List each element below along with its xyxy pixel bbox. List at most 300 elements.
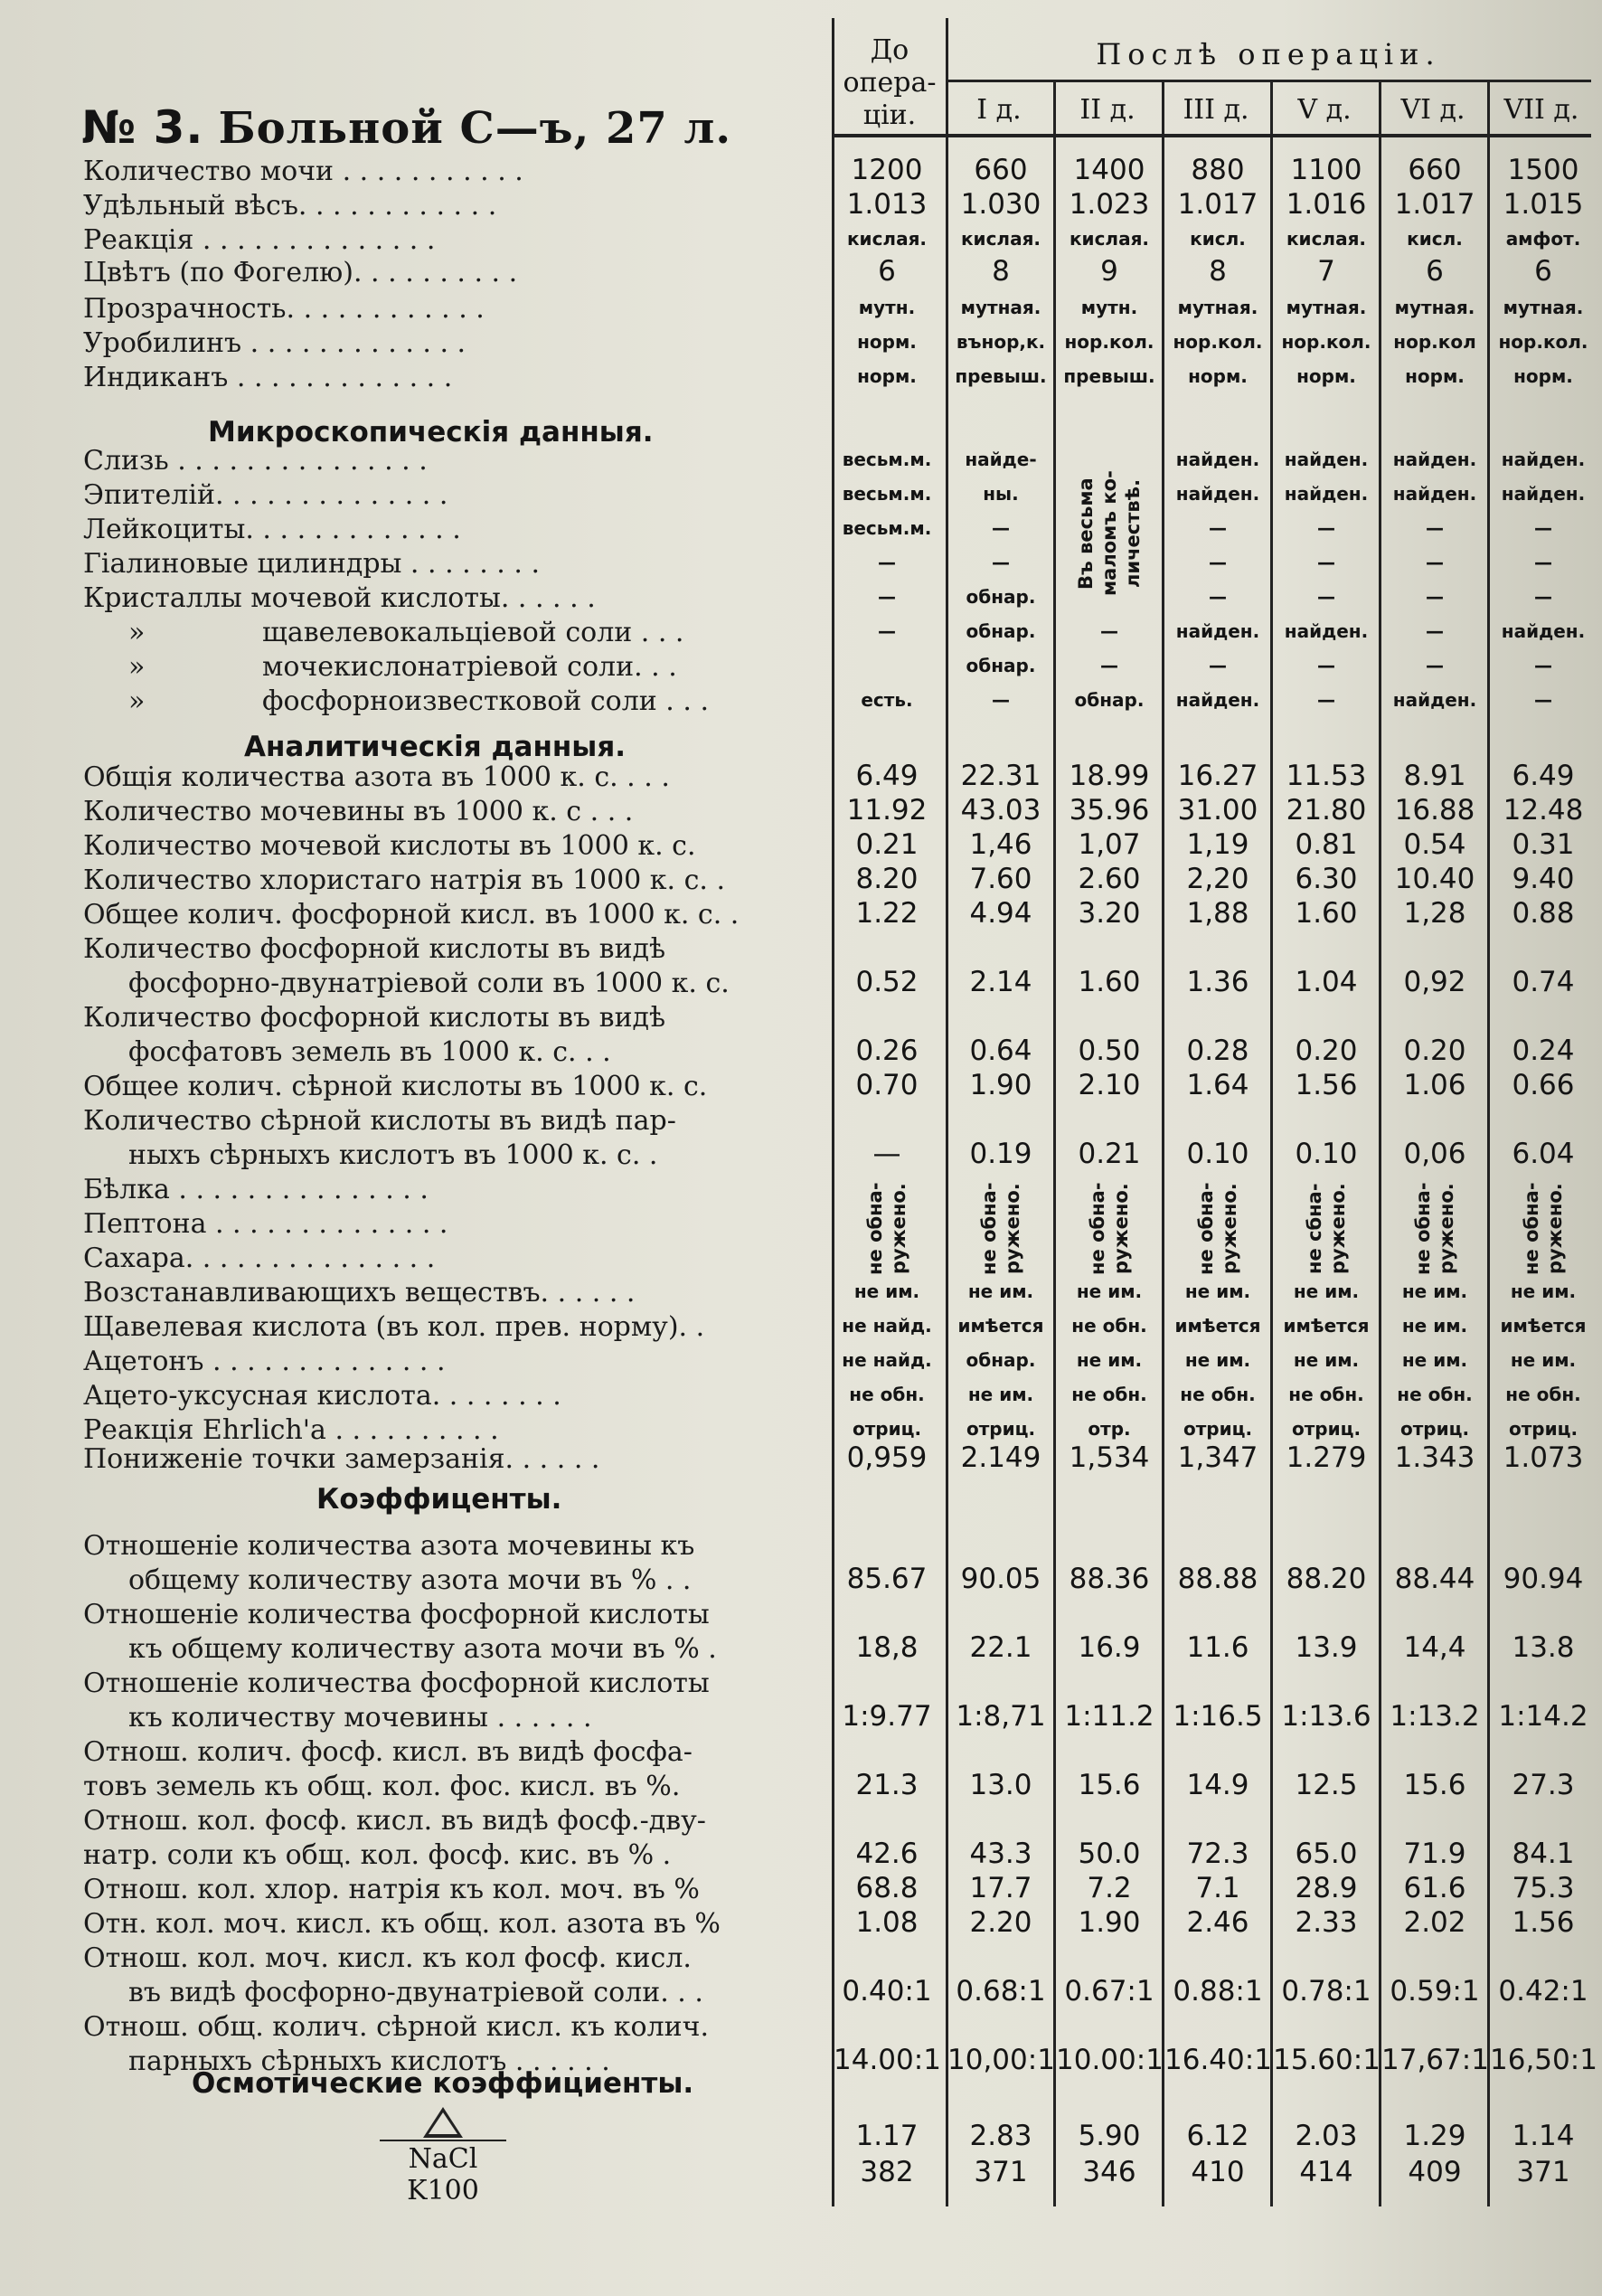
k100-label: K100 bbox=[407, 2175, 479, 2206]
row-label: общему количеству азота мочи въ % . . bbox=[128, 1564, 692, 1596]
table-cell: нор.кол. bbox=[1064, 331, 1154, 353]
table-cell: не обн. bbox=[1071, 1315, 1147, 1337]
table-cell: 6.49 bbox=[855, 760, 919, 792]
table-cell: найде- bbox=[965, 449, 1037, 470]
table-cell: 16.88 bbox=[1394, 794, 1475, 827]
table-cell: 88.88 bbox=[1177, 1563, 1258, 1595]
table-cell: 1.015 bbox=[1503, 188, 1584, 221]
row-label: Отнош. колич. фосф. кисл. въ видѣ фосфа- bbox=[83, 1736, 693, 1768]
table-cell: 1,88 bbox=[1186, 897, 1249, 930]
table-cell: 7.60 bbox=[969, 863, 1032, 895]
table-cell: — bbox=[878, 586, 896, 608]
row-label: Бѣлка . . . . . . . . . . . . . . . bbox=[83, 1174, 429, 1205]
table-cell: мутн. bbox=[1080, 297, 1138, 318]
table-cell: найден. bbox=[1175, 449, 1260, 470]
table-cell: не обн. bbox=[1397, 1384, 1473, 1405]
row-sublabel: щавелевокальціевой соли . . . bbox=[262, 617, 684, 648]
table-cell: не обн. bbox=[1071, 1384, 1147, 1405]
header-day: V д. bbox=[1297, 94, 1352, 126]
table-cell: 8 bbox=[992, 255, 1010, 288]
row-label: Сахара. . . . . . . . . . . . . . . bbox=[83, 1242, 436, 1274]
table-cell: 1.14 bbox=[1512, 2120, 1575, 2152]
table-cell: кислая. bbox=[960, 228, 1041, 250]
table-cell: мутная. bbox=[960, 297, 1041, 318]
table-cell: 1:14.2 bbox=[1498, 1700, 1588, 1733]
table-cell: имѣется bbox=[1283, 1315, 1370, 1337]
table-cell: есть. bbox=[861, 689, 913, 711]
table-cell: 8.20 bbox=[855, 863, 919, 895]
row-label: Общія количества азота въ 1000 к. с. . . . bbox=[83, 761, 670, 793]
table-cell: 660 bbox=[1408, 154, 1462, 186]
table-cell: 2.10 bbox=[1078, 1069, 1141, 1101]
table-cell: — bbox=[1426, 552, 1444, 573]
table-cell: 7.2 bbox=[1087, 1872, 1132, 1904]
table-cell: 43.3 bbox=[969, 1838, 1032, 1870]
delta-triangle bbox=[423, 2107, 463, 2138]
row-sublabel: мочекислонатріевой соли. . . bbox=[262, 651, 677, 683]
table-cell: 880 bbox=[1191, 154, 1245, 186]
header-before-line: До bbox=[870, 34, 909, 66]
table-cell: найден. bbox=[1501, 483, 1586, 505]
header-before-line: опера- bbox=[843, 67, 937, 99]
table-cell: 88.36 bbox=[1069, 1563, 1150, 1595]
table-cell: 0.26 bbox=[855, 1035, 919, 1067]
nacl-label: NaCl bbox=[380, 2140, 506, 2175]
table-cell: не им. bbox=[1401, 1349, 1468, 1371]
table-cell: — bbox=[1317, 517, 1335, 539]
table-cell: 72.3 bbox=[1186, 1838, 1249, 1870]
table-cell: 35.96 bbox=[1069, 794, 1150, 827]
table-cell: найден. bbox=[1501, 449, 1586, 470]
table-cell: 9 bbox=[1100, 255, 1118, 288]
vertical-note-text: не обна- ружено. bbox=[1412, 1182, 1457, 1276]
table-cell: 6.12 bbox=[1186, 2120, 1249, 2152]
table-cell: 8.91 bbox=[1403, 760, 1466, 792]
table-cell: — bbox=[1317, 586, 1335, 608]
table-cell: — bbox=[872, 1138, 901, 1170]
row-label: Ацето-уксусная кислота. . . . . . . . bbox=[83, 1380, 561, 1412]
table-cell: 0.31 bbox=[1512, 828, 1575, 861]
table-cell: обнар. bbox=[966, 620, 1036, 642]
row-label: Слизь . . . . . . . . . . . . . . . bbox=[83, 445, 428, 477]
row-label: Количество фосфорной кислоты въ видѣ bbox=[83, 1002, 666, 1034]
table-cell: 6.04 bbox=[1512, 1138, 1575, 1170]
row-label: къ общему количеству азота мочи въ % . bbox=[128, 1633, 717, 1665]
table-cell: — bbox=[992, 552, 1010, 573]
table-cell: найден. bbox=[1175, 689, 1260, 711]
table-cell: 1.60 bbox=[1078, 966, 1141, 998]
table-cell: 68.8 bbox=[855, 1872, 919, 1904]
table-cell: 6 bbox=[1534, 255, 1552, 288]
row-label: Гіалиновые цилиндры . . . . . . . . bbox=[83, 548, 540, 580]
vertical-note-text: Въ весьма маломъ ко- личествѣ. bbox=[1075, 470, 1144, 597]
table-cell: найден. bbox=[1392, 449, 1477, 470]
row-label: Количество мочевой кислоты въ 1000 к. с. bbox=[83, 830, 696, 862]
row-label: фосфатовъ земель въ 1000 к. с. . . bbox=[128, 1036, 611, 1068]
table-cell: 21.3 bbox=[855, 1769, 919, 1801]
table-cell: — bbox=[1100, 620, 1118, 642]
table-cell: 382 bbox=[860, 2156, 914, 2188]
section-osmotic: Осмотические коэффициенты. bbox=[192, 2067, 694, 2100]
table-cell: — bbox=[1209, 655, 1227, 676]
table-cell: найден. bbox=[1284, 449, 1369, 470]
table-cell: отр. bbox=[1088, 1418, 1131, 1440]
table-cell: 1.06 bbox=[1403, 1069, 1466, 1101]
table-cell: обнар. bbox=[966, 655, 1036, 676]
row-label: Щавелевая кислота (въ кол. прев. норму). . bbox=[83, 1311, 705, 1343]
row-label: » bbox=[128, 685, 146, 717]
table-cell: 11.92 bbox=[846, 794, 928, 827]
vertical-note bbox=[947, 1172, 1054, 1286]
table-cell: 1.017 bbox=[1394, 188, 1475, 221]
table-cell: 1200 bbox=[851, 154, 923, 186]
table-cell: 0.21 bbox=[855, 828, 919, 861]
vertical-note bbox=[1056, 457, 1163, 610]
table-cell: кислая. bbox=[846, 228, 928, 250]
table-cell: 0,06 bbox=[1403, 1138, 1466, 1170]
table-cell: 1,19 bbox=[1186, 828, 1249, 861]
table-cell: 371 bbox=[1516, 2156, 1570, 2188]
table-cell: вънор,к. bbox=[956, 331, 1046, 353]
table-cell: не обн. bbox=[849, 1384, 925, 1405]
table-cell: — bbox=[1534, 655, 1552, 676]
table-cell: 1.56 bbox=[1512, 1906, 1575, 1939]
vertical-note bbox=[1381, 1172, 1488, 1286]
table-cell: не им. bbox=[1293, 1349, 1360, 1371]
table-cell: не им. bbox=[1293, 1280, 1360, 1302]
table-cell: 22.1 bbox=[969, 1631, 1032, 1664]
table-cell: 42.6 bbox=[855, 1838, 919, 1870]
table-cell: 1100 bbox=[1290, 154, 1362, 186]
table-cell: 0.52 bbox=[855, 966, 919, 998]
row-label: Пониженіе точки замерзанія. . . . . . bbox=[83, 1443, 600, 1475]
table-cell: 0.78:1 bbox=[1281, 1975, 1371, 2008]
table-cell: 0,92 bbox=[1403, 966, 1466, 998]
header-mid-rule bbox=[946, 80, 1591, 82]
table-cell: 1400 bbox=[1073, 154, 1145, 186]
table-cell: мутная. bbox=[1503, 297, 1584, 318]
table-cell: превыш. bbox=[955, 365, 1047, 387]
table-cell: кисл. bbox=[1190, 228, 1246, 250]
table-cell: норм. bbox=[1296, 365, 1356, 387]
table-cell: 1.013 bbox=[846, 188, 928, 221]
table-cell: 1:8,71 bbox=[956, 1700, 1046, 1733]
table-cell: 1.29 bbox=[1403, 2120, 1466, 2152]
row-label: фосфорно-двунатріевой соли въ 1000 к. с. bbox=[128, 968, 730, 999]
table-cell: 410 bbox=[1191, 2156, 1245, 2188]
row-label: товъ земель къ общ. кол. фос. кисл. въ %. bbox=[83, 1771, 681, 1802]
table-cell: 18.99 bbox=[1069, 760, 1150, 792]
table-cell: — bbox=[878, 620, 896, 642]
vertical-note-text: не обна- ружено. bbox=[978, 1182, 1023, 1276]
table-cell: 1.030 bbox=[960, 188, 1041, 221]
table-cell: 10,00:1 bbox=[947, 2044, 1055, 2076]
row-label: Возстанавливающихъ веществъ. . . . . . bbox=[83, 1277, 636, 1309]
table-cell: 15.60:1 bbox=[1273, 2044, 1381, 2076]
table-cell: 43.03 bbox=[960, 794, 1041, 827]
table-cell: не им. bbox=[1401, 1315, 1468, 1337]
table-cell: 1,46 bbox=[969, 828, 1032, 861]
table-cell: 84.1 bbox=[1512, 1838, 1575, 1870]
table-cell: 1.017 bbox=[1177, 188, 1258, 221]
case-number: № 3. bbox=[81, 101, 204, 154]
table-cell: 4.94 bbox=[969, 897, 1032, 930]
table-cell: имѣется bbox=[1174, 1315, 1261, 1337]
table-cell: 14,4 bbox=[1403, 1631, 1466, 1664]
header-day: VII д. bbox=[1503, 94, 1579, 126]
table-cell: отриц. bbox=[1399, 1418, 1470, 1440]
table-cell: 0.88 bbox=[1512, 897, 1575, 930]
table-cell: 1,07 bbox=[1078, 828, 1141, 861]
table-cell: нор.кол bbox=[1393, 331, 1476, 353]
vertical-note bbox=[1056, 1172, 1163, 1286]
table-cell: — bbox=[1534, 689, 1552, 711]
table-cell: не им. bbox=[1510, 1349, 1577, 1371]
table-cell: — bbox=[1209, 586, 1227, 608]
table-cell: 6 bbox=[878, 255, 896, 288]
table-cell: не им. bbox=[1076, 1349, 1143, 1371]
table-cell: весьм.м. bbox=[842, 483, 932, 505]
table-cell: отриц. bbox=[1508, 1418, 1578, 1440]
row-label: Отнош. общ. колич. сѣрной кисл. къ колич. bbox=[83, 2011, 710, 2043]
header-before bbox=[834, 34, 946, 132]
table-cell: не обн. bbox=[1180, 1384, 1256, 1405]
table-cell: норм. bbox=[857, 365, 917, 387]
table-cell: — bbox=[992, 689, 1010, 711]
vertical-note bbox=[1273, 1172, 1380, 1286]
table-cell: 61.6 bbox=[1403, 1872, 1466, 1904]
table-cell: 90.94 bbox=[1503, 1563, 1584, 1595]
table-cell: 0.68:1 bbox=[956, 1975, 1046, 2008]
table-cell: 0.28 bbox=[1186, 1035, 1249, 1067]
table-cell: 1.343 bbox=[1394, 1441, 1475, 1474]
table-cell: 15.6 bbox=[1403, 1769, 1466, 1801]
table-cell: 346 bbox=[1082, 2156, 1136, 2188]
table-cell: 1:13.2 bbox=[1390, 1700, 1480, 1733]
row-label: Отношеніе количества азота мочевины къ bbox=[83, 1530, 695, 1562]
table-cell: 2.20 bbox=[969, 1906, 1032, 1939]
table-cell: нор.кол. bbox=[1498, 331, 1588, 353]
table-cell: 660 bbox=[974, 154, 1028, 186]
table-cell: 16,50:1 bbox=[1490, 2044, 1597, 2076]
table-cell: 1.279 bbox=[1286, 1441, 1367, 1474]
table-cell: нор.кол. bbox=[1281, 331, 1371, 353]
table-cell: 1:11.2 bbox=[1064, 1700, 1154, 1733]
row-label: Отношеніе количества фосфорной кислоты bbox=[83, 1599, 710, 1630]
table-cell: не им. bbox=[1184, 1349, 1251, 1371]
table-cell: отриц. bbox=[966, 1418, 1036, 1440]
table-cell: 1.36 bbox=[1186, 966, 1249, 998]
header-before-line: ціи. bbox=[862, 99, 917, 131]
row-label: » bbox=[128, 651, 146, 683]
table-cell: не обн. bbox=[1505, 1384, 1581, 1405]
table-cell: 0.19 bbox=[969, 1138, 1032, 1170]
table-cell: не им. bbox=[967, 1280, 1034, 1302]
table-cell: — bbox=[1426, 517, 1444, 539]
table-cell: мутн. bbox=[858, 297, 916, 318]
table-cell: 1,347 bbox=[1177, 1441, 1258, 1474]
table-cell: мутная. bbox=[1177, 297, 1258, 318]
table-cell: 18,8 bbox=[855, 1631, 919, 1664]
table-cell: 2.33 bbox=[1295, 1906, 1358, 1939]
table-cell: 0.54 bbox=[1403, 828, 1466, 861]
table-cell: — bbox=[1317, 689, 1335, 711]
table-cell: 0.20 bbox=[1403, 1035, 1466, 1067]
table-cell: 14.00:1 bbox=[834, 2044, 941, 2076]
row-label: Количество сѣрной кислоты въ видѣ пар- bbox=[83, 1105, 676, 1137]
table-cell: — bbox=[1534, 586, 1552, 608]
vertical-note-text: не сбна- ружено. bbox=[1304, 1183, 1349, 1275]
row-sublabel: фосфорноизвестковой соли . . . bbox=[262, 685, 709, 717]
row-label: Кристаллы мочевой кислоты. . . . . . bbox=[83, 582, 596, 614]
table-cell: 1.08 bbox=[855, 1906, 919, 1939]
table-cell: 3.20 bbox=[1078, 897, 1141, 930]
table-cell: 0.64 bbox=[969, 1035, 1032, 1067]
table-cell: 0.21 bbox=[1078, 1138, 1141, 1170]
row-label: Удѣльный вѣсъ. . . . . . . . . . . . bbox=[83, 190, 497, 222]
table-cell: 0.42:1 bbox=[1498, 1975, 1588, 2008]
vertical-note-text: не обна- ружено. bbox=[1087, 1182, 1132, 1276]
table-cell: 1.073 bbox=[1503, 1441, 1584, 1474]
row-label: Реакція . . . . . . . . . . . . . . bbox=[83, 224, 436, 256]
table-cell: 2.46 bbox=[1186, 1906, 1249, 1939]
table-cell: не обн. bbox=[1288, 1384, 1364, 1405]
row-label: Количество фосфорной кислоты въ видѣ bbox=[83, 933, 666, 965]
row-label: » bbox=[128, 617, 146, 648]
table-cell: не им. bbox=[853, 1280, 920, 1302]
row-label: Индиканъ . . . . . . . . . . . . . bbox=[83, 362, 453, 393]
table-cell: 1.016 bbox=[1286, 188, 1367, 221]
table-cell: 1.17 bbox=[855, 2120, 919, 2152]
table-cell: 0.24 bbox=[1512, 1035, 1575, 1067]
table-cell: обнар. bbox=[966, 1349, 1036, 1371]
table-cell: обнар. bbox=[966, 586, 1036, 608]
section-analytical: Аналитическія данныя. bbox=[244, 731, 626, 763]
table-cell: имѣется bbox=[957, 1315, 1044, 1337]
table-cell: найден. bbox=[1392, 689, 1477, 711]
table-cell: превыш. bbox=[1063, 365, 1155, 387]
table-cell: 16.27 bbox=[1177, 760, 1258, 792]
table-cell: 1.04 bbox=[1295, 966, 1358, 998]
table-cell: 8 bbox=[1209, 255, 1227, 288]
table-cell: — bbox=[878, 552, 896, 573]
row-label: въ видѣ фосфорно-двунатріевой соли. . . bbox=[128, 1977, 703, 2008]
table-cell: — bbox=[1426, 586, 1444, 608]
table-cell: не найд. bbox=[842, 1315, 932, 1337]
table-cell: 17.7 bbox=[969, 1872, 1032, 1904]
row-label: Отнош. кол. моч. кисл. къ кол фосф. кисл. bbox=[83, 1942, 692, 1974]
table-cell: 2.03 bbox=[1295, 2120, 1358, 2152]
table-cell: 0.50 bbox=[1078, 1035, 1141, 1067]
row-label: ныхъ сѣрныхъ кислотъ въ 1000 к. с. . bbox=[128, 1139, 658, 1171]
table-cell: 414 bbox=[1299, 2156, 1353, 2188]
table-cell: 1500 bbox=[1507, 154, 1579, 186]
table-cell: 7 bbox=[1317, 255, 1335, 288]
section-microscopic: Микроскопическія данныя. bbox=[208, 416, 654, 449]
table-cell: найден. bbox=[1175, 620, 1260, 642]
row-label: Уробилинъ . . . . . . . . . . . . . bbox=[83, 327, 466, 359]
row-label: Количество мочи . . . . . . . . . . . bbox=[83, 156, 523, 187]
table-cell: кисл. bbox=[1407, 228, 1463, 250]
table-cell: 2.14 bbox=[969, 966, 1032, 998]
header-day: VI д. bbox=[1400, 94, 1465, 126]
table-cell: 71.9 bbox=[1403, 1838, 1466, 1870]
table-cell: 2.60 bbox=[1078, 863, 1141, 895]
row-label: Количество мочевины въ 1000 к. с . . . bbox=[83, 796, 634, 827]
table-cell: 5.90 bbox=[1078, 2120, 1141, 2152]
table-cell: — bbox=[1209, 517, 1227, 539]
table-cell: норм. bbox=[1405, 365, 1465, 387]
table-cell: — bbox=[1426, 655, 1444, 676]
vertical-note bbox=[1490, 1172, 1597, 1286]
row-label: Ацетонъ . . . . . . . . . . . . . . bbox=[83, 1346, 446, 1377]
table-cell: 7.1 bbox=[1195, 1872, 1240, 1904]
table-cell: не им. bbox=[1510, 1280, 1577, 1302]
table-cell: 0.66 bbox=[1512, 1069, 1575, 1101]
table-cell: 0.88:1 bbox=[1173, 1975, 1263, 2008]
section-coefficients: Коэффиценты. bbox=[316, 1483, 562, 1516]
row-label: Эпителій. . . . . . . . . . . . . . bbox=[83, 479, 448, 511]
osmotic-formula bbox=[380, 2107, 506, 2206]
table-cell: 0.20 bbox=[1295, 1035, 1358, 1067]
table-cell: 22.31 bbox=[960, 760, 1041, 792]
table-cell: 0.10 bbox=[1295, 1138, 1358, 1170]
row-label: къ количеству мочевины . . . . . . bbox=[128, 1702, 592, 1734]
table-cell: — bbox=[1209, 552, 1227, 573]
table-cell: 2,20 bbox=[1186, 863, 1249, 895]
table-cell: отриц. bbox=[852, 1418, 922, 1440]
row-label: натр. соли къ общ. кол. фосф. кис. въ % . bbox=[83, 1839, 672, 1871]
table-cell: не им. bbox=[1184, 1280, 1251, 1302]
table-cell: найден. bbox=[1501, 620, 1586, 642]
table-cell: 1.64 bbox=[1186, 1069, 1249, 1101]
row-label: Отнош. кол. хлор. натрія къ кол. моч. въ % bbox=[83, 1874, 700, 1905]
vertical-note-text: не обна- ружено. bbox=[1521, 1182, 1566, 1276]
table-cell: — bbox=[1317, 655, 1335, 676]
row-label: Пептона . . . . . . . . . . . . . . bbox=[83, 1208, 448, 1240]
table-cell: обнар. bbox=[1074, 689, 1145, 711]
table-cell: 31.00 bbox=[1177, 794, 1258, 827]
table-cell: 1:16.5 bbox=[1173, 1700, 1263, 1733]
table-cell: 27.3 bbox=[1512, 1769, 1575, 1801]
table-cell: 2.02 bbox=[1403, 1906, 1466, 1939]
table-cell: весьм.м. bbox=[842, 517, 932, 539]
table-cell: не найд. bbox=[842, 1349, 932, 1371]
table-cell: отриц. bbox=[1183, 1418, 1253, 1440]
table-cell: амфот. bbox=[1505, 228, 1581, 250]
row-label: Отношеніе количества фосфорной кислоты bbox=[83, 1668, 710, 1699]
table-cell: 1.90 bbox=[1078, 1906, 1141, 1939]
header-day: III д. bbox=[1183, 94, 1249, 126]
table-cell: 1.90 bbox=[969, 1069, 1032, 1101]
table-cell: найден. bbox=[1284, 620, 1369, 642]
table-cell: 12.48 bbox=[1503, 794, 1584, 827]
table-cell: 0.81 bbox=[1295, 828, 1358, 861]
table-cell: 88.44 bbox=[1394, 1563, 1475, 1595]
vertical-note-text: не обна- ружено. bbox=[1195, 1182, 1240, 1276]
row-label: Общее колич. сѣрной кислоты въ 1000 к. с. bbox=[83, 1071, 708, 1102]
table-cell: — bbox=[1317, 552, 1335, 573]
table-cell: — bbox=[1426, 620, 1444, 642]
table-cell: 1:13.6 bbox=[1281, 1700, 1371, 1733]
table-cell: 13.8 bbox=[1512, 1631, 1575, 1664]
row-label: Цвѣтъ (по Фогелю). . . . . . . . . . bbox=[83, 257, 518, 288]
table-cell: 409 bbox=[1408, 2156, 1462, 2188]
table-cell: не им. bbox=[1076, 1280, 1143, 1302]
table-cell: 0.74 bbox=[1512, 966, 1575, 998]
table-cell: 12.5 bbox=[1295, 1769, 1358, 1801]
table-cell: не им. bbox=[967, 1384, 1034, 1405]
